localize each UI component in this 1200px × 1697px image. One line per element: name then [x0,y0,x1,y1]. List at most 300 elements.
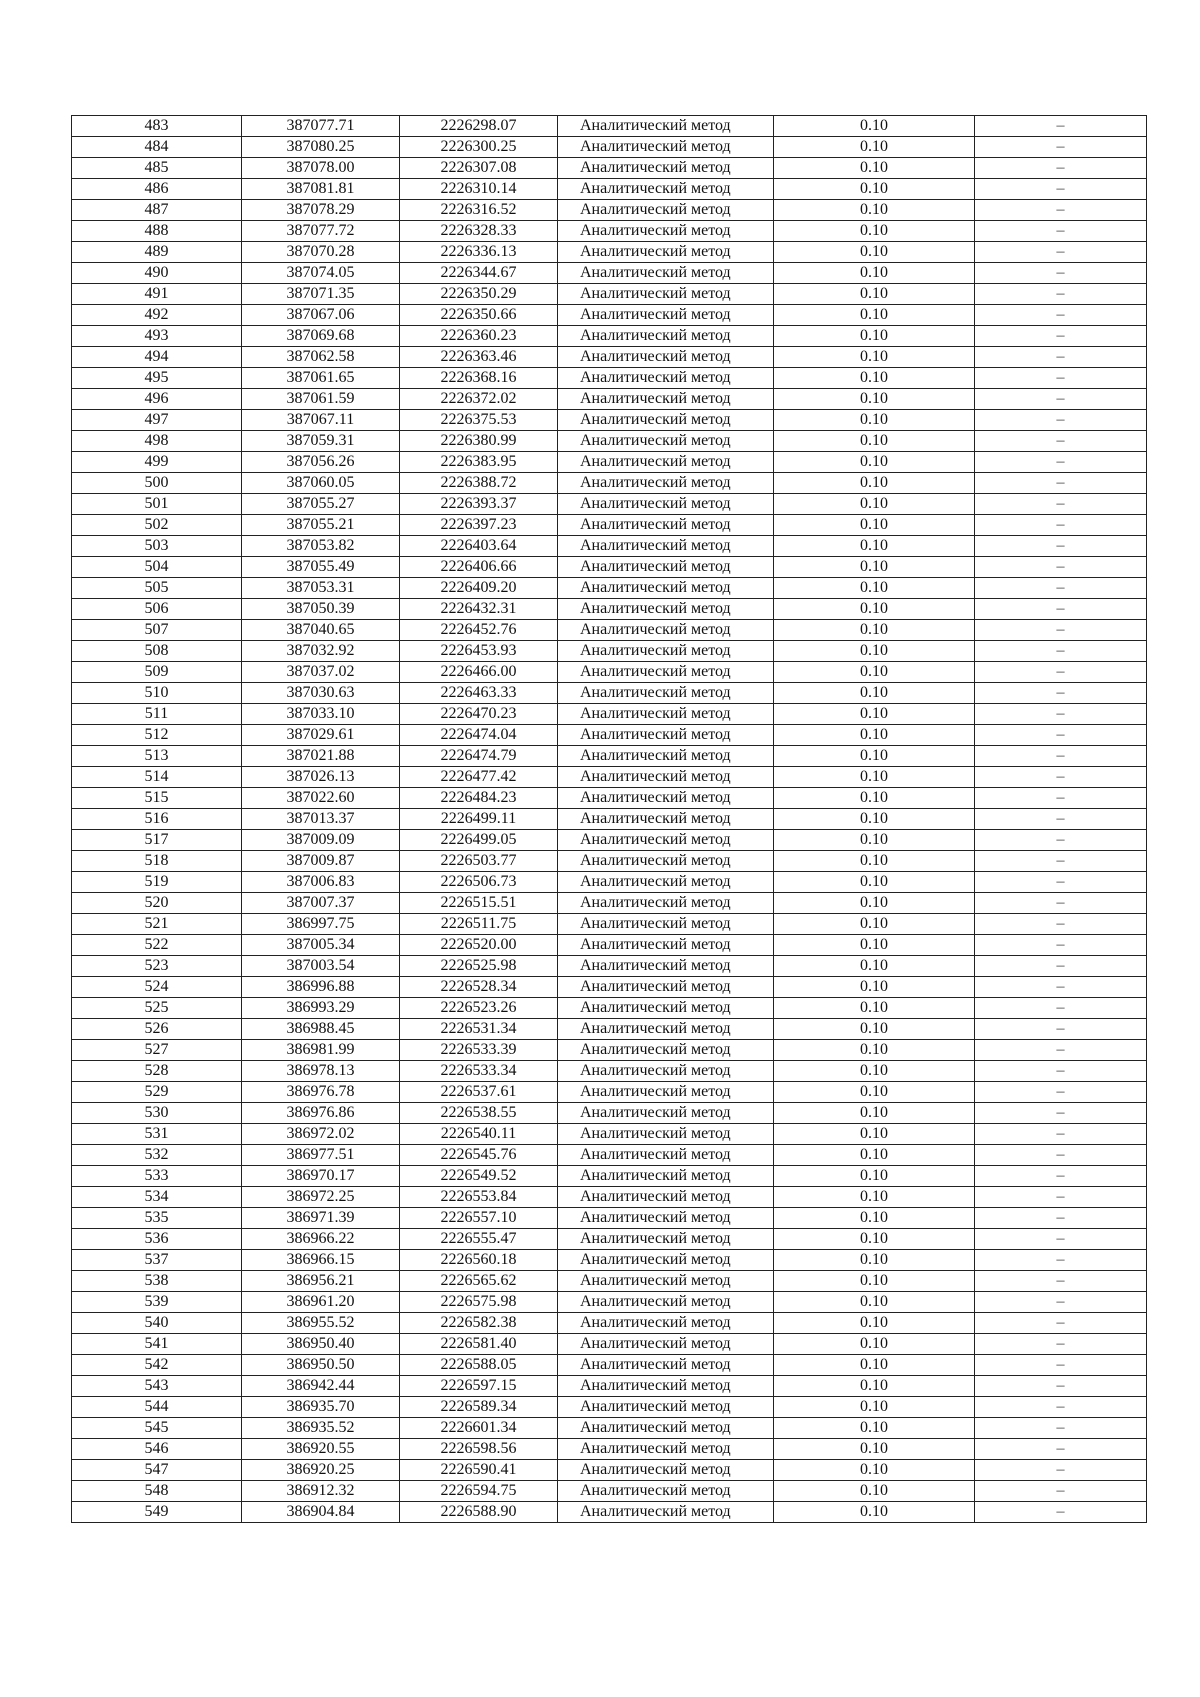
error-cell: 0.10 [774,620,975,641]
method-cell: Аналитический метод [558,1187,774,1208]
note-cell: – [975,494,1147,515]
note-cell: – [975,347,1147,368]
error-cell: 0.10 [774,410,975,431]
point-number-cell: 499 [72,452,242,473]
y-coordinate-cell: 2226528.34 [400,977,558,998]
note-cell: – [975,1103,1147,1124]
method-cell: Аналитический метод [558,137,774,158]
error-cell: 0.10 [774,1229,975,1250]
y-coordinate-cell: 2226484.23 [400,788,558,809]
point-number-cell: 487 [72,200,242,221]
x-coordinate-cell: 387078.29 [242,200,400,221]
table-row [72,305,1147,326]
note-cell: – [975,1313,1147,1334]
method-cell: Аналитический метод [558,410,774,431]
y-coordinate-cell: 2226588.90 [400,1502,558,1523]
table-row [72,1481,1147,1502]
x-coordinate-cell: 387061.59 [242,389,400,410]
table-row [72,683,1147,704]
error-cell: 0.10 [774,242,975,263]
note-cell: – [975,620,1147,641]
error-cell: 0.10 [774,473,975,494]
error-cell: 0.10 [774,368,975,389]
error-cell: 0.10 [774,305,975,326]
point-number-cell: 532 [72,1145,242,1166]
note-cell: – [975,1250,1147,1271]
note-cell: – [975,1481,1147,1502]
y-coordinate-cell: 2226549.52 [400,1166,558,1187]
y-coordinate-cell: 2226470.23 [400,704,558,725]
method-cell: Аналитический метод [558,242,774,263]
note-cell: – [975,1439,1147,1460]
table-row [72,137,1147,158]
point-number-cell: 513 [72,746,242,767]
table-row [72,536,1147,557]
y-coordinate-cell: 2226533.39 [400,1040,558,1061]
y-coordinate-cell: 2226393.37 [400,494,558,515]
y-coordinate-cell: 2226545.76 [400,1145,558,1166]
table-row [72,1313,1147,1334]
error-cell: 0.10 [774,1103,975,1124]
method-cell: Аналитический метод [558,998,774,1019]
point-number-cell: 539 [72,1292,242,1313]
point-number-cell: 535 [72,1208,242,1229]
table-row [72,1040,1147,1061]
note-cell: – [975,389,1147,410]
x-coordinate-cell: 387067.11 [242,410,400,431]
point-number-cell: 515 [72,788,242,809]
table-row [72,368,1147,389]
table-row [72,851,1147,872]
error-cell: 0.10 [774,1271,975,1292]
error-cell: 0.10 [774,725,975,746]
x-coordinate-cell: 386996.88 [242,977,400,998]
point-number-cell: 497 [72,410,242,431]
method-cell: Аналитический метод [558,1082,774,1103]
note-cell: – [975,1418,1147,1439]
note-cell: – [975,977,1147,998]
y-coordinate-cell: 2226597.15 [400,1376,558,1397]
error-cell: 0.10 [774,200,975,221]
y-coordinate-cell: 2226594.75 [400,1481,558,1502]
point-number-cell: 498 [72,431,242,452]
table-row [72,410,1147,431]
table-row [72,746,1147,767]
method-cell: Аналитический метод [558,221,774,242]
table-row [72,347,1147,368]
y-coordinate-cell: 2226540.11 [400,1124,558,1145]
note-cell: – [975,1019,1147,1040]
error-cell: 0.10 [774,557,975,578]
note-cell: – [975,1040,1147,1061]
x-coordinate-cell: 387007.37 [242,893,400,914]
x-coordinate-cell: 386972.02 [242,1124,400,1145]
x-coordinate-cell: 386970.17 [242,1166,400,1187]
x-coordinate-cell: 387030.63 [242,683,400,704]
coordinates-table [71,115,1147,1523]
point-number-cell: 541 [72,1334,242,1355]
note-cell: – [975,1229,1147,1250]
y-coordinate-cell: 2226463.33 [400,683,558,704]
point-number-cell: 485 [72,158,242,179]
point-number-cell: 509 [72,662,242,683]
point-number-cell: 500 [72,473,242,494]
note-cell: – [975,599,1147,620]
error-cell: 0.10 [774,1418,975,1439]
error-cell: 0.10 [774,1502,975,1523]
note-cell: – [975,179,1147,200]
error-cell: 0.10 [774,1439,975,1460]
x-coordinate-cell: 387059.31 [242,431,400,452]
method-cell: Аналитический метод [558,1376,774,1397]
note-cell: – [975,1145,1147,1166]
x-coordinate-cell: 386955.52 [242,1313,400,1334]
note-cell: – [975,284,1147,305]
table-row [72,1103,1147,1124]
point-number-cell: 536 [72,1229,242,1250]
note-cell: – [975,1397,1147,1418]
point-number-cell: 546 [72,1439,242,1460]
error-cell: 0.10 [774,1166,975,1187]
x-coordinate-cell: 387056.26 [242,452,400,473]
error-cell: 0.10 [774,977,975,998]
x-coordinate-cell: 386978.13 [242,1061,400,1082]
point-number-cell: 504 [72,557,242,578]
x-coordinate-cell: 386950.50 [242,1355,400,1376]
note-cell: – [975,305,1147,326]
y-coordinate-cell: 2226383.95 [400,452,558,473]
x-coordinate-cell: 387077.71 [242,116,400,137]
table-row [72,893,1147,914]
point-number-cell: 523 [72,956,242,977]
x-coordinate-cell: 386972.25 [242,1187,400,1208]
x-coordinate-cell: 387006.83 [242,872,400,893]
table-row [72,1355,1147,1376]
method-cell: Аналитический метод [558,746,774,767]
note-cell: – [975,116,1147,137]
point-number-cell: 516 [72,809,242,830]
y-coordinate-cell: 2226344.67 [400,263,558,284]
x-coordinate-cell: 386956.21 [242,1271,400,1292]
method-cell: Аналитический метод [558,452,774,473]
error-cell: 0.10 [774,284,975,305]
note-cell: – [975,1061,1147,1082]
table-row [72,809,1147,830]
error-cell: 0.10 [774,767,975,788]
y-coordinate-cell: 2226598.56 [400,1439,558,1460]
y-coordinate-cell: 2226307.08 [400,158,558,179]
error-cell: 0.10 [774,578,975,599]
y-coordinate-cell: 2226557.10 [400,1208,558,1229]
note-cell: – [975,830,1147,851]
note-cell: – [975,914,1147,935]
y-coordinate-cell: 2226589.34 [400,1397,558,1418]
x-coordinate-cell: 387050.39 [242,599,400,620]
point-number-cell: 519 [72,872,242,893]
point-number-cell: 484 [72,137,242,158]
table-row [72,1439,1147,1460]
table-row [72,935,1147,956]
x-coordinate-cell: 387061.65 [242,368,400,389]
point-number-cell: 527 [72,1040,242,1061]
y-coordinate-cell: 2226350.29 [400,284,558,305]
error-cell: 0.10 [774,1397,975,1418]
method-cell: Аналитический метод [558,515,774,536]
table-row [72,1019,1147,1040]
error-cell: 0.10 [774,1460,975,1481]
note-cell: – [975,893,1147,914]
error-cell: 0.10 [774,704,975,725]
table-row [72,914,1147,935]
y-coordinate-cell: 2226453.93 [400,641,558,662]
x-coordinate-cell: 386904.84 [242,1502,400,1523]
point-number-cell: 506 [72,599,242,620]
x-coordinate-cell: 387080.25 [242,137,400,158]
x-coordinate-cell: 386976.86 [242,1103,400,1124]
point-number-cell: 531 [72,1124,242,1145]
y-coordinate-cell: 2226466.00 [400,662,558,683]
point-number-cell: 528 [72,1061,242,1082]
table-row [72,788,1147,809]
method-cell: Аналитический метод [558,494,774,515]
table-row [72,1502,1147,1523]
error-cell: 0.10 [774,137,975,158]
point-number-cell: 543 [72,1376,242,1397]
error-cell: 0.10 [774,494,975,515]
table-row [72,1376,1147,1397]
point-number-cell: 490 [72,263,242,284]
y-coordinate-cell: 2226506.73 [400,872,558,893]
method-cell: Аналитический метод [558,704,774,725]
point-number-cell: 547 [72,1460,242,1481]
note-cell: – [975,158,1147,179]
table-row [72,830,1147,851]
y-coordinate-cell: 2226503.77 [400,851,558,872]
error-cell: 0.10 [774,326,975,347]
error-cell: 0.10 [774,1145,975,1166]
note-cell: – [975,1355,1147,1376]
table-row [72,1334,1147,1355]
x-coordinate-cell: 387078.00 [242,158,400,179]
note-cell: – [975,809,1147,830]
x-coordinate-cell: 387032.92 [242,641,400,662]
note-cell: – [975,242,1147,263]
x-coordinate-cell: 387021.88 [242,746,400,767]
x-coordinate-cell: 387055.49 [242,557,400,578]
method-cell: Аналитический метод [558,683,774,704]
table-row [72,872,1147,893]
point-number-cell: 538 [72,1271,242,1292]
note-cell: – [975,1271,1147,1292]
y-coordinate-cell: 2226537.61 [400,1082,558,1103]
x-coordinate-cell: 387053.82 [242,536,400,557]
y-coordinate-cell: 2226555.47 [400,1229,558,1250]
method-cell: Аналитический метод [558,1166,774,1187]
x-coordinate-cell: 387077.72 [242,221,400,242]
method-cell: Аналитический метод [558,431,774,452]
note-cell: – [975,1187,1147,1208]
table-row [72,1229,1147,1250]
method-cell: Аналитический метод [558,956,774,977]
x-coordinate-cell: 387074.05 [242,263,400,284]
method-cell: Аналитический метод [558,536,774,557]
note-cell: – [975,200,1147,221]
note-cell: – [975,704,1147,725]
method-cell: Аналитический метод [558,578,774,599]
point-number-cell: 492 [72,305,242,326]
method-cell: Аналитический метод [558,1334,774,1355]
note-cell: – [975,872,1147,893]
x-coordinate-cell: 387053.31 [242,578,400,599]
table-row [72,1250,1147,1271]
note-cell: – [975,431,1147,452]
x-coordinate-cell: 386976.78 [242,1082,400,1103]
method-cell: Аналитический метод [558,179,774,200]
point-number-cell: 549 [72,1502,242,1523]
y-coordinate-cell: 2226575.98 [400,1292,558,1313]
note-cell: – [975,137,1147,158]
error-cell: 0.10 [774,452,975,473]
error-cell: 0.10 [774,1208,975,1229]
note-cell: – [975,1124,1147,1145]
y-coordinate-cell: 2226388.72 [400,473,558,494]
x-coordinate-cell: 387005.34 [242,935,400,956]
method-cell: Аналитический метод [558,263,774,284]
note-cell: – [975,767,1147,788]
method-cell: Аналитический метод [558,116,774,137]
y-coordinate-cell: 2226406.66 [400,557,558,578]
table-row [72,494,1147,515]
x-coordinate-cell: 386961.20 [242,1292,400,1313]
y-coordinate-cell: 2226520.00 [400,935,558,956]
table-row [72,431,1147,452]
x-coordinate-cell: 387062.58 [242,347,400,368]
table-row [72,179,1147,200]
y-coordinate-cell: 2226336.13 [400,242,558,263]
error-cell: 0.10 [774,788,975,809]
x-coordinate-cell: 387055.27 [242,494,400,515]
method-cell: Аналитический метод [558,284,774,305]
method-cell: Аналитический метод [558,620,774,641]
method-cell: Аналитический метод [558,1250,774,1271]
y-coordinate-cell: 2226368.16 [400,368,558,389]
note-cell: – [975,1334,1147,1355]
point-number-cell: 491 [72,284,242,305]
error-cell: 0.10 [774,956,975,977]
note-cell: – [975,725,1147,746]
point-number-cell: 525 [72,998,242,1019]
y-coordinate-cell: 2226538.55 [400,1103,558,1124]
table-row [72,1418,1147,1439]
error-cell: 0.10 [774,1061,975,1082]
method-cell: Аналитический метод [558,767,774,788]
method-cell: Аналитический метод [558,389,774,410]
table-row [72,452,1147,473]
table-row [72,116,1147,137]
method-cell: Аналитический метод [558,809,774,830]
method-cell: Аналитический метод [558,1481,774,1502]
point-number-cell: 544 [72,1397,242,1418]
error-cell: 0.10 [774,1124,975,1145]
point-number-cell: 507 [72,620,242,641]
table-row [72,1166,1147,1187]
table-row [72,284,1147,305]
error-cell: 0.10 [774,1187,975,1208]
point-number-cell: 502 [72,515,242,536]
y-coordinate-cell: 2226375.53 [400,410,558,431]
point-number-cell: 520 [72,893,242,914]
x-coordinate-cell: 386981.99 [242,1040,400,1061]
y-coordinate-cell: 2226582.38 [400,1313,558,1334]
note-cell: – [975,473,1147,494]
method-cell: Аналитический метод [558,914,774,935]
table-row [72,326,1147,347]
point-number-cell: 530 [72,1103,242,1124]
x-coordinate-cell: 387029.61 [242,725,400,746]
y-coordinate-cell: 2226588.05 [400,1355,558,1376]
point-number-cell: 496 [72,389,242,410]
error-cell: 0.10 [774,641,975,662]
x-coordinate-cell: 387071.35 [242,284,400,305]
error-cell: 0.10 [774,1019,975,1040]
table-row [72,221,1147,242]
y-coordinate-cell: 2226397.23 [400,515,558,536]
table-row [72,1208,1147,1229]
note-cell: – [975,410,1147,431]
table-row [72,158,1147,179]
point-number-cell: 522 [72,935,242,956]
error-cell: 0.10 [774,221,975,242]
method-cell: Аналитический метод [558,893,774,914]
table-row [72,242,1147,263]
method-cell: Аналитический метод [558,725,774,746]
method-cell: Аналитический метод [558,368,774,389]
point-number-cell: 514 [72,767,242,788]
error-cell: 0.10 [774,746,975,767]
error-cell: 0.10 [774,431,975,452]
method-cell: Аналитический метод [558,935,774,956]
table-row [72,977,1147,998]
x-coordinate-cell: 387081.81 [242,179,400,200]
method-cell: Аналитический метод [558,851,774,872]
note-cell: – [975,536,1147,557]
table-row [72,1145,1147,1166]
y-coordinate-cell: 2226300.25 [400,137,558,158]
error-cell: 0.10 [774,515,975,536]
point-number-cell: 540 [72,1313,242,1334]
y-coordinate-cell: 2226298.07 [400,116,558,137]
method-cell: Аналитический метод [558,788,774,809]
note-cell: – [975,1460,1147,1481]
error-cell: 0.10 [774,809,975,830]
y-coordinate-cell: 2226560.18 [400,1250,558,1271]
error-cell: 0.10 [774,347,975,368]
method-cell: Аналитический метод [558,473,774,494]
point-number-cell: 526 [72,1019,242,1040]
note-cell: – [975,1292,1147,1313]
method-cell: Аналитический метод [558,1460,774,1481]
y-coordinate-cell: 2226310.14 [400,179,558,200]
y-coordinate-cell: 2226533.34 [400,1061,558,1082]
table-row [72,1271,1147,1292]
coordinates-table-body [72,116,1147,1523]
table-row [72,515,1147,536]
method-cell: Аналитический метод [558,326,774,347]
table-row [72,473,1147,494]
method-cell: Аналитический метод [558,1103,774,1124]
note-cell: – [975,851,1147,872]
x-coordinate-cell: 386950.40 [242,1334,400,1355]
